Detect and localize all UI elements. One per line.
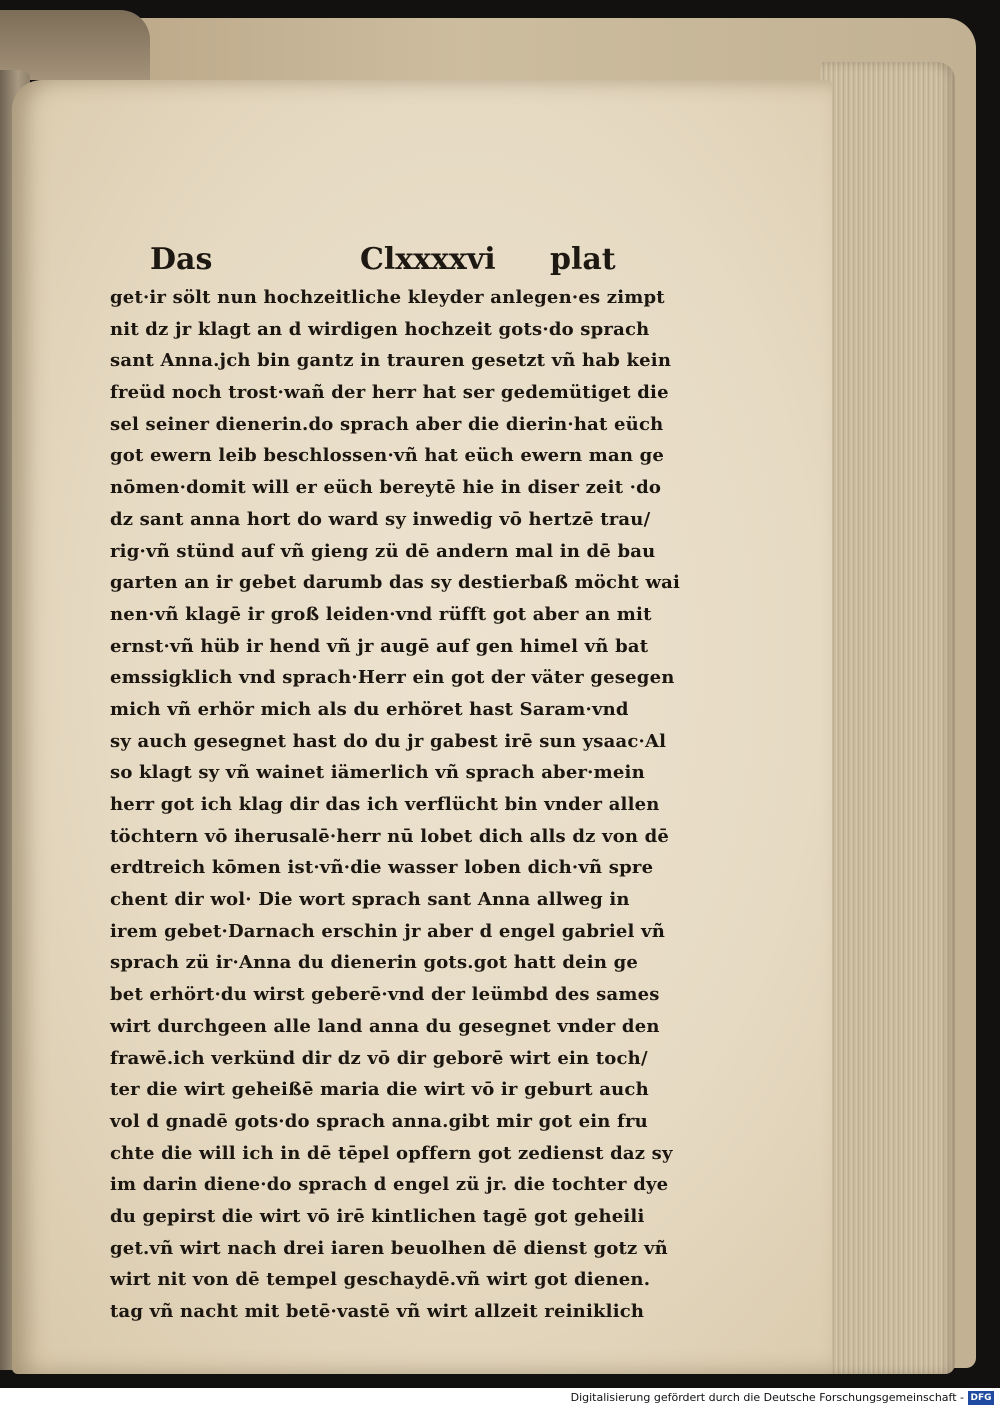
text-line: im darin diene·do sprach d engel zü jr. die tochter dye [110,1174,669,1196]
text-line: chent dir wol· Die wort sprach sant Anna allweg in [110,889,630,911]
text-line: frawē.ich verkünd dir dz vō dir geborē wirt ein toch/ [110,1047,648,1069]
text-line: herr got ich klag dir das ich verflücht bin vnder allen [110,794,660,815]
text-line: sel seiner dienerin.do sprach aber die dierin·hat eüch [110,413,664,435]
text-line: mich vñ erhör mich als du erhöret hast Saram·vnd [110,698,629,720]
text-line: bet erhört·du wirst geberē·vnd der leümbd des sames [110,984,660,1006]
text-line: chte die will ich in dē tēpel opffern got zedienst daz sy [110,1142,673,1164]
text-line: wirt durchgeen alle land anna du gesegnet vnder den [110,1015,660,1037]
page-edges [820,62,955,1374]
text-line: freüd noch trost·wañ der herr hat ser gedemütiget die [110,382,669,404]
text-line: emssigklich vnd sprach·Herr ein got der väter gesegen [110,667,675,689]
text-line: nen·vñ klagē ir groß leiden·vnd rüfft got aber an mit [110,603,652,625]
text-line: sy auch gesegnet hast do du jr gabest irē sun ysaac·Al [110,730,667,752]
text-line: got ewern leib beschlossen·vñ hat eüch ewern man ge [110,445,665,467]
text-line: get.vñ wirt nach drei iaren beuolhen dē dienst gotz vñ [110,1237,668,1259]
footer-credit: Digitalisierung gefördert durch die Deutsche Forschungsgemeinschaft - [570,1391,964,1404]
text-line: du gepirst die wirt vō irē kintlichen tagē got geheili [110,1205,645,1227]
text-line: irem gebet·Darnach erschin jr aber d engel gabriel vñ [110,920,665,942]
dfg-logo: DFG [968,1391,994,1405]
digitization-footer [0,1388,1000,1409]
text-line: nōmen·domit will er eüch bereytē hie in diser zeit ·do [110,477,662,499]
text-line: dz sant anna hort do ward sy inwedig vō hertzē trau/ [110,508,651,530]
text-line: erdtreich kōmen ist·vñ·die wasser loben dich·vñ spre [110,857,654,879]
header-left-word: Das [150,242,213,277]
text-line: wirt nit von dē tempel geschaydē.vñ wirt got dienen. [110,1269,651,1291]
text-line: tag vñ nacht mit betē·vastē vñ wirt allzeit reiniklich [110,1301,645,1322]
text-line: ter die wirt geheißē maria die wirt vō ir geburt auch [110,1079,649,1101]
running-header [150,240,710,280]
page-text-block [110,282,710,1328]
text-line: vol d gnadē gots·do sprach anna.gibt mir got ein fru [110,1110,648,1132]
text-line: get·ir sölt nun hochzeitliche kleyder anlegen·es zimpt [110,287,665,308]
text-line: sant Anna.jch bin gantz in trauren gesetzt vñ hab kein [110,350,672,372]
text-line: rig·vñ stünd auf vñ gieng zü dē andern mal in dē bau [110,540,656,562]
text-line: garten an ir gebet darumb das sy destierbaß möcht wai [110,572,681,594]
text-line: ernst·vñ hüb ir hend vñ jr augē auf gen himel vñ bat [110,635,649,657]
folio-number: Clxxxxvi [360,242,496,277]
text-line: sprach zü ir·Anna du dienerin gots.got hatt dein ge [110,952,639,974]
header-right-word: plat [550,242,616,277]
text-line: töchtern vō iherusalē·herr nū lobet dich alls dz von dē [110,825,670,847]
text-line: so klagt sy vñ wainet iämerlich vñ sprach aber·mein [110,762,645,784]
text-line: nit dz jr klagt an d wirdigen hochzeit gots·do sprach [110,318,650,340]
